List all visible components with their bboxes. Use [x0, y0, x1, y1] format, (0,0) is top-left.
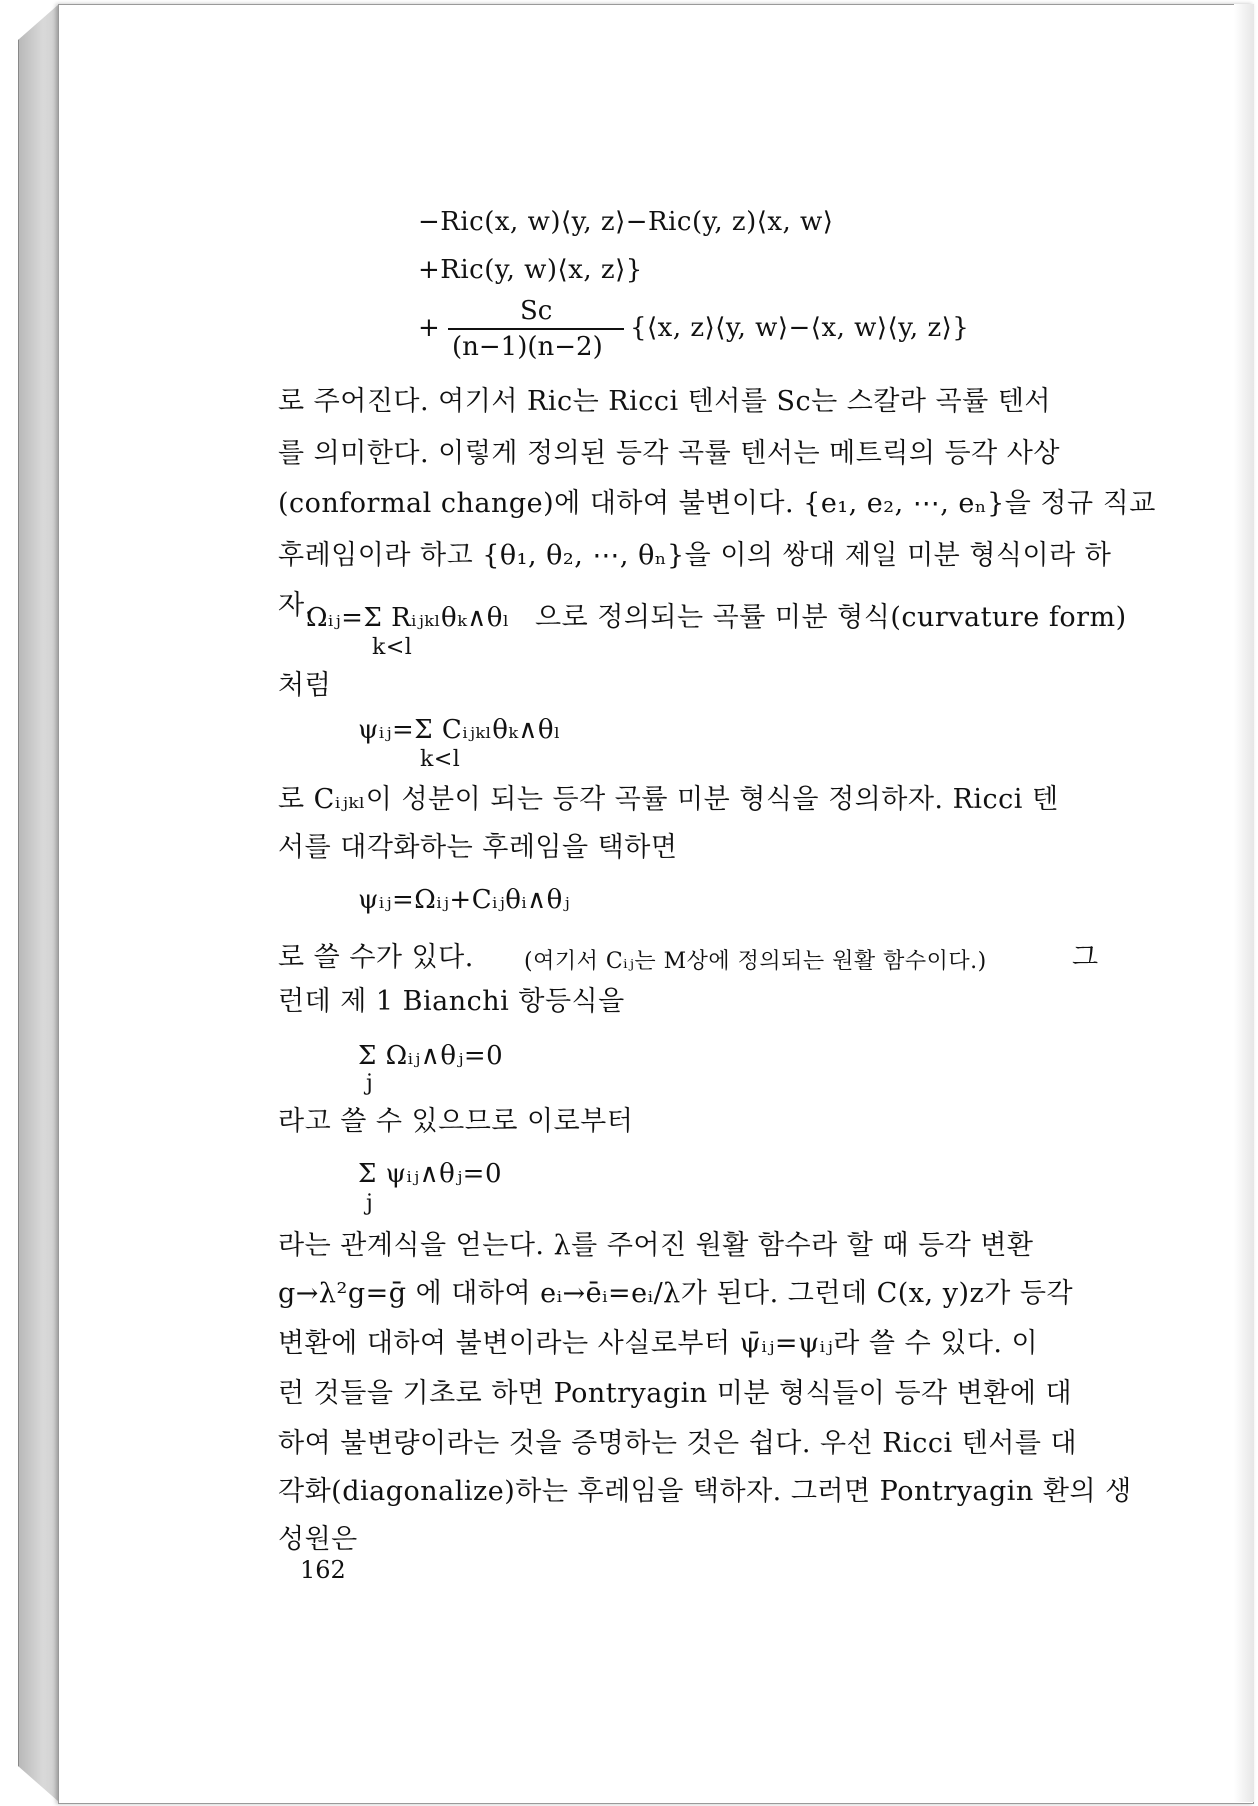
eq-psi-2: ψᵢⱼ=Ωᵢⱼ+Cᵢⱼθᵢ∧θⱼ — [358, 885, 571, 915]
para6-line-7: 성원은 — [278, 1524, 358, 1555]
page-edge — [1234, 4, 1254, 1802]
eq-omega: Ωᵢⱼ=Σ Rᵢⱼₖₗθₖ∧θₗ — [306, 603, 510, 633]
book-spine — [18, 4, 59, 1802]
book-page — [58, 4, 1254, 1804]
para1-line-4: 후레임이라 하고 {θ₁, θ₂, ⋯, θₙ}을 이의 쌍대 제일 미분 형식이라 하 — [278, 540, 1112, 571]
para5: 라고 쓸 수 있으므로 이로부터 — [278, 1106, 634, 1137]
formula-line-2: +Ric(y, w)⟨x, z⟩} — [418, 255, 643, 285]
page-number: 162 — [300, 1556, 346, 1584]
fraction-denominator: (n−1)(n−2) — [452, 332, 603, 362]
para4-line-2: 런데 제 1 Bianchi 항등식을 — [278, 986, 625, 1017]
fraction-bar — [448, 328, 624, 330]
eq-psi-3-subscript: j — [366, 1191, 374, 1216]
para6-line-5: 하여 불변량이라는 것을 증명하는 것은 쉽다. 우선 Ricci 텐서를 대 — [278, 1428, 1078, 1459]
para4-start: 로 쓸 수가 있다. — [278, 942, 474, 973]
para6-line-1: 라는 관계식을 얻는다. λ를 주어진 원활 함수라 할 때 등각 변환 — [278, 1230, 1034, 1261]
eq-psi-3: Σ ψᵢⱼ∧θⱼ=0 — [358, 1159, 503, 1189]
eq-bianchi: Σ Ωᵢⱼ∧θⱼ=0 — [358, 1041, 504, 1071]
para3-line-1: 로 Cᵢⱼₖₗ이 성분이 되는 등각 곡률 미분 형식을 정의하자. Ricci 텐 — [278, 784, 1059, 815]
formula-line-3: {⟨x, z⟩⟨y, w⟩−⟨x, w⟩⟨y, z⟩} — [630, 313, 970, 343]
para4-end: 그 — [1072, 942, 1099, 973]
para2: 처럼 — [278, 670, 332, 701]
formula-line-1: −Ric(x, w)⟨y, z⟩−Ric(y, z)⟨x, w⟩ — [418, 207, 834, 237]
para6-line-4: 런 것들을 기초로 하면 Pontryagin 미분 형식들이 등각 변환에 대 — [278, 1378, 1073, 1409]
formula-plus: + — [418, 313, 441, 343]
para6-line-2: g→λ²g=ḡ 에 대하여 eᵢ→ēᵢ=eᵢ/λ가 된다. 그런데 C(x, y)z가 등각 — [278, 1278, 1074, 1309]
eq-bianchi-subscript: j — [366, 1071, 374, 1096]
eq-omega-subscript: k<l — [372, 635, 413, 660]
para1-line-5: 자. — [278, 590, 314, 621]
para4-parenthetical: (여기서 Cᵢⱼ는 M상에 정의되는 원활 함수이다.) — [524, 949, 987, 974]
eq-psi-1-subscript: k<l — [420, 747, 461, 772]
para1-line-1: 로 주어진다. 여기서 Ric는 Ricci 텐서를 Sc는 스칼라 곡률 텐서 — [278, 386, 1052, 417]
para6-line-6: 각화(diagonalize)하는 후레임을 택하자. 그러면 Pontryagin 환의 생 — [278, 1476, 1132, 1507]
fraction-numerator: Sc — [520, 296, 553, 326]
para1-line-2: 를 의미한다. 이렇게 정의된 등각 곡률 텐서는 메트릭의 등각 사상 — [278, 438, 1060, 469]
para6-line-3: 변환에 대하여 불변이라는 사실로부터 ψ̄ᵢⱼ=ψᵢⱼ라 쓸 수 있다. 이 — [278, 1328, 1039, 1359]
para3-line-2: 서를 대각화하는 후레임을 택하면 — [278, 832, 678, 863]
eq-psi-1: ψᵢⱼ=Σ Cᵢⱼₖₗθₖ∧θₗ — [358, 715, 561, 745]
para1-line-3: (conformal change)에 대하여 불변이다. {e₁, e₂, ⋯, eₙ}을 정규 직교 — [278, 488, 1156, 519]
eq-omega-text: 으로 정의되는 곡률 미분 형식(curvature form) — [535, 602, 1127, 633]
